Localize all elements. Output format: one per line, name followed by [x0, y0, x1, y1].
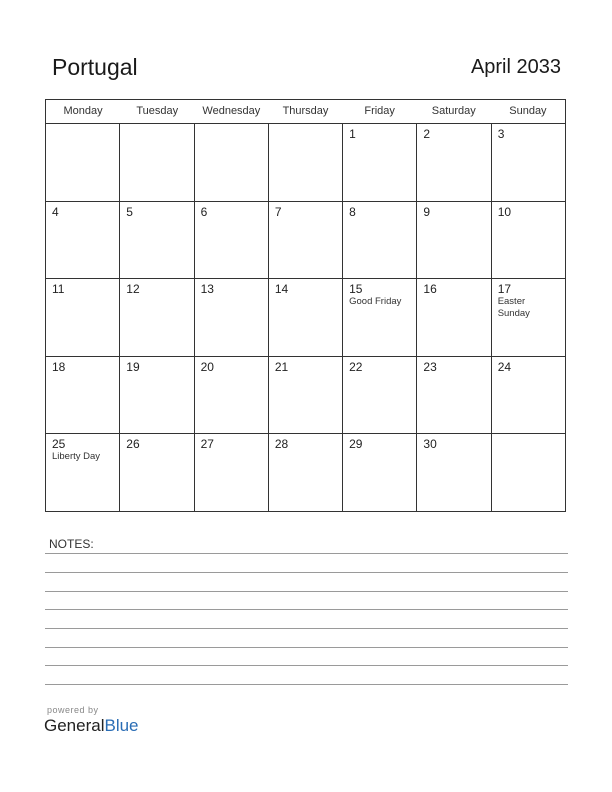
day-cell — [343, 434, 417, 512]
brand-blue: Blue — [104, 716, 139, 735]
day-cell — [492, 357, 565, 434]
day-number: 13 — [200, 282, 214, 297]
day-number: 1 — [349, 127, 356, 141]
month-title: April 2033 — [470, 56, 561, 78]
day-cell — [46, 434, 120, 512]
day-cell — [492, 124, 565, 201]
day-cell — [417, 279, 491, 356]
day-cell — [195, 202, 269, 279]
day-number: 27 — [200, 437, 214, 452]
notes-line — [45, 591, 568, 592]
day-cell — [120, 434, 194, 512]
day-cell — [46, 124, 120, 201]
week-row — [46, 357, 565, 435]
day-number: 25 — [52, 437, 66, 452]
day-number: 14 — [274, 282, 289, 297]
notes-line — [45, 553, 568, 554]
day-number: 18 — [52, 359, 66, 374]
day-cell — [120, 124, 194, 201]
powered-by-text: powered by — [47, 705, 99, 715]
country-title: Portugal — [52, 54, 138, 80]
day-cell — [269, 279, 343, 356]
day-number: 21 — [274, 359, 289, 374]
day-number: 9 — [423, 204, 431, 219]
notes-line — [45, 647, 568, 648]
day-number: 3 — [497, 127, 505, 141]
day-cell — [269, 434, 343, 512]
notes-line — [45, 628, 568, 629]
notes-line — [45, 665, 568, 666]
week-row — [46, 279, 565, 357]
day-number: 12 — [126, 282, 140, 297]
notes-line — [45, 609, 568, 610]
day-cell — [195, 279, 269, 356]
brand-logo — [44, 716, 139, 736]
week-row — [46, 434, 565, 512]
day-cell — [343, 279, 417, 356]
day-number: 19 — [126, 359, 140, 374]
day-cell — [120, 279, 194, 356]
day-cell — [492, 202, 565, 279]
day-cell — [269, 124, 343, 201]
day-cell — [195, 357, 269, 434]
day-number: 7 — [274, 204, 282, 219]
day-number: 22 — [349, 359, 363, 374]
day-number: 8 — [349, 204, 356, 219]
day-cell — [417, 124, 491, 201]
weekday-label: Sunday — [509, 105, 547, 117]
day-cell — [343, 124, 417, 201]
day-number: 10 — [497, 204, 512, 219]
day-cell — [492, 434, 565, 512]
day-cell — [417, 357, 491, 434]
day-number: 15 — [349, 282, 363, 297]
weekday-label: Tuesday — [136, 105, 179, 117]
day-number: 30 — [423, 437, 437, 452]
notes-label: NOTES: — [49, 537, 94, 551]
holiday-label: Good Friday — [349, 296, 402, 308]
day-number: 26 — [126, 437, 140, 452]
day-cell — [195, 434, 269, 512]
week-row — [46, 124, 565, 202]
weekday-label: Saturday — [431, 105, 476, 117]
day-number: 20 — [200, 359, 214, 374]
day-number: 6 — [200, 204, 208, 219]
weekday-label: Monday — [63, 105, 103, 117]
day-number: 24 — [497, 359, 512, 374]
day-number: 16 — [423, 282, 437, 297]
holiday-label: Easter Sunday — [497, 296, 530, 320]
brand-general: General — [44, 716, 105, 735]
day-cell — [492, 279, 565, 356]
calendar-grid — [45, 99, 566, 512]
notes-line — [45, 684, 568, 685]
day-number: 4 — [52, 204, 59, 219]
day-number: 23 — [423, 359, 437, 374]
day-number: 11 — [52, 282, 65, 297]
weekday-label: Thursday — [282, 105, 329, 117]
day-cell — [120, 357, 194, 434]
holiday-label: Liberty Day — [52, 451, 101, 463]
day-cell — [269, 202, 343, 279]
day-cell — [417, 434, 491, 512]
day-cell — [269, 357, 343, 434]
day-cell — [195, 124, 269, 201]
weekday-label: Wednesday — [202, 105, 261, 117]
day-number: 29 — [349, 437, 363, 452]
day-cell — [343, 202, 417, 279]
day-cell — [343, 357, 417, 434]
day-number: 5 — [126, 204, 133, 219]
day-cell — [120, 202, 194, 279]
day-cell — [417, 202, 491, 279]
day-number: 17 — [497, 282, 512, 297]
day-cell — [46, 202, 120, 279]
day-cell — [46, 357, 120, 434]
week-row — [46, 202, 565, 280]
weekday-label: Friday — [364, 105, 395, 117]
notes-line — [45, 572, 568, 573]
day-cell — [46, 279, 120, 356]
weekday-header — [46, 100, 565, 124]
day-number: 28 — [274, 437, 289, 452]
day-number: 2 — [423, 127, 431, 141]
